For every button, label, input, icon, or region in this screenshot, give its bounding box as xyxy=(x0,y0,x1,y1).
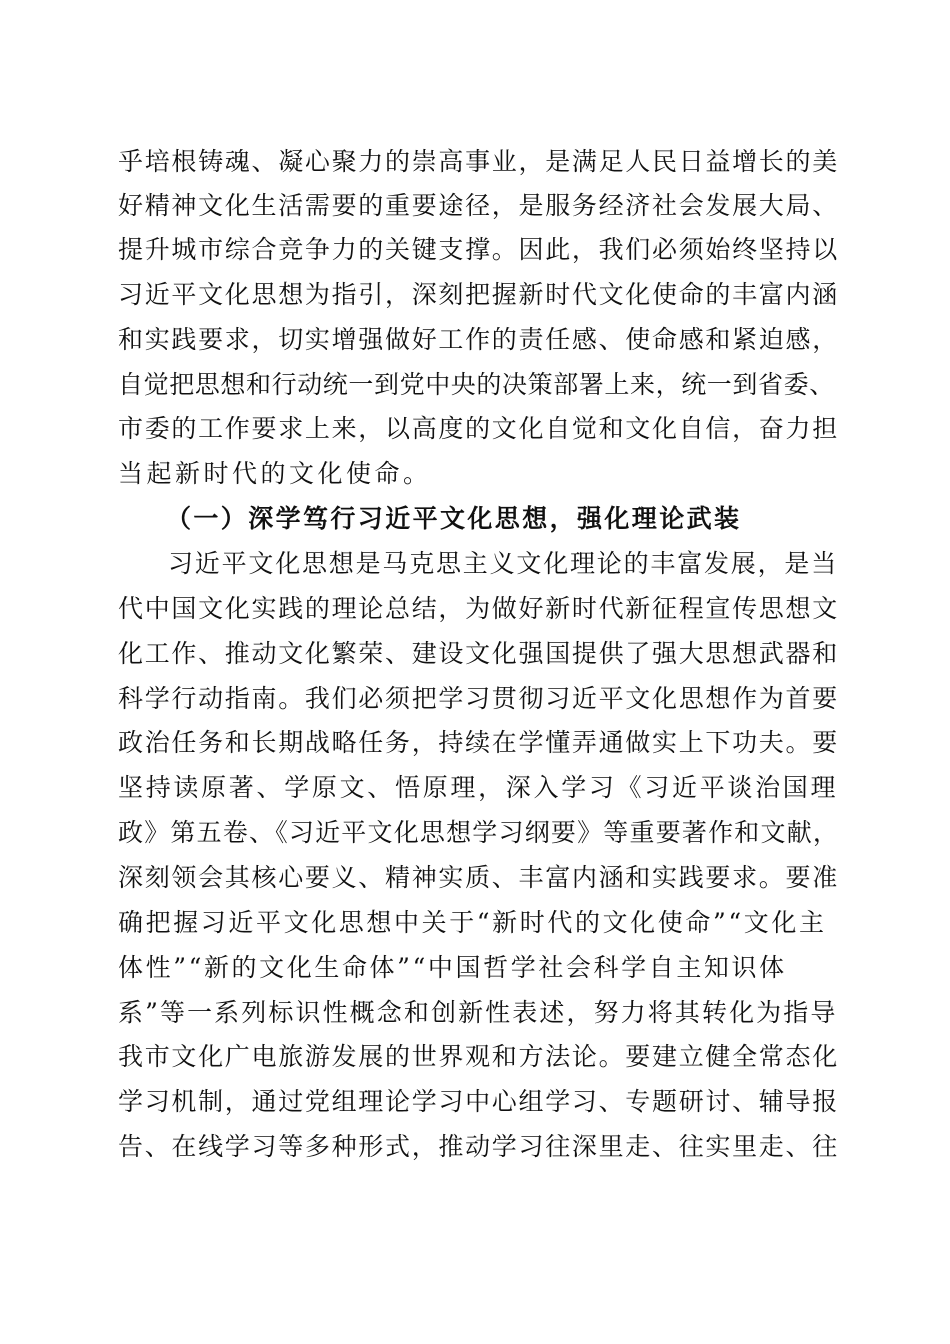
text-line: 科学行动指南。我们必须把学习贯彻习近平文化思想作为首要 xyxy=(118,684,839,713)
text-line: 习近平文化思想为指引，深刻把握新时代文化使命的丰富内涵 xyxy=(118,280,839,309)
text-line: 深刻领会其核心要义、精神实质、丰富内涵和实践要求。要准 xyxy=(118,863,839,892)
text-line: 确把握习近平文化思想中关于“新时代的文化使命”“文化主 xyxy=(118,908,827,937)
text-line: 市委的工作要求上来，以高度的文化自觉和文化自信，奋力担 xyxy=(118,414,839,443)
text-line: 代中国文化实践的理论总结，为做好新时代新征程宣传思想文 xyxy=(118,594,839,623)
text-line: 我市文化广电旅游发展的世界观和方法论。要建立健全常态化 xyxy=(118,1042,839,1071)
text-line: 自觉把思想和行动统一到党中央的决策部署上来，统一到省委、 xyxy=(118,370,835,399)
text-line: 政》第五卷、《习近平文化思想学习纲要》等重要著作和文献， xyxy=(118,818,840,847)
text-line: 习近平文化思想是马克思主义文化理论的丰富发展，是当 xyxy=(168,549,839,578)
text-line: 坚持读原著、学原文、悟原理，深入学习《习近平谈治国理 xyxy=(118,773,839,802)
text-line: 体性”“新的文化生命体”“中国哲学社会科学自主知识体 xyxy=(118,953,787,982)
text-line: 提升城市综合竞争力的关键支撑。因此，我们必须始终坚持以 xyxy=(118,235,839,264)
section-heading: （一）深学笃行习近平文化思想，强化理论武装 xyxy=(166,504,742,533)
text-line: 当起新时代的文化使命。 xyxy=(118,459,432,488)
text-line: 学习机制，通过党组理论学习中心组学习、专题研讨、辅导报 xyxy=(118,1087,839,1116)
text-line: 好精神文化生活需要的重要途径，是服务经济社会发展大局、 xyxy=(118,191,839,220)
text-line: 系”等一系列标识性概念和创新性表述，努力将其转化为指导 xyxy=(118,998,838,1027)
text-line: 化工作、推动文化繁荣、建设文化强国提供了强大思想武器和 xyxy=(118,639,839,668)
text-line: 告、在线学习等多种形式，推动学习往深里走、往实里走、往 xyxy=(118,1132,839,1161)
text-line: 和实践要求，切实增强做好工作的责任感、使命感和紧迫感， xyxy=(118,325,839,354)
text-line: 乎培根铸魂、凝心聚力的崇高事业，是满足人民日益增长的美 xyxy=(118,147,839,176)
text-line: 政治任务和长期战略任务，持续在学懂弄通做实上下功夫。要 xyxy=(118,728,839,757)
